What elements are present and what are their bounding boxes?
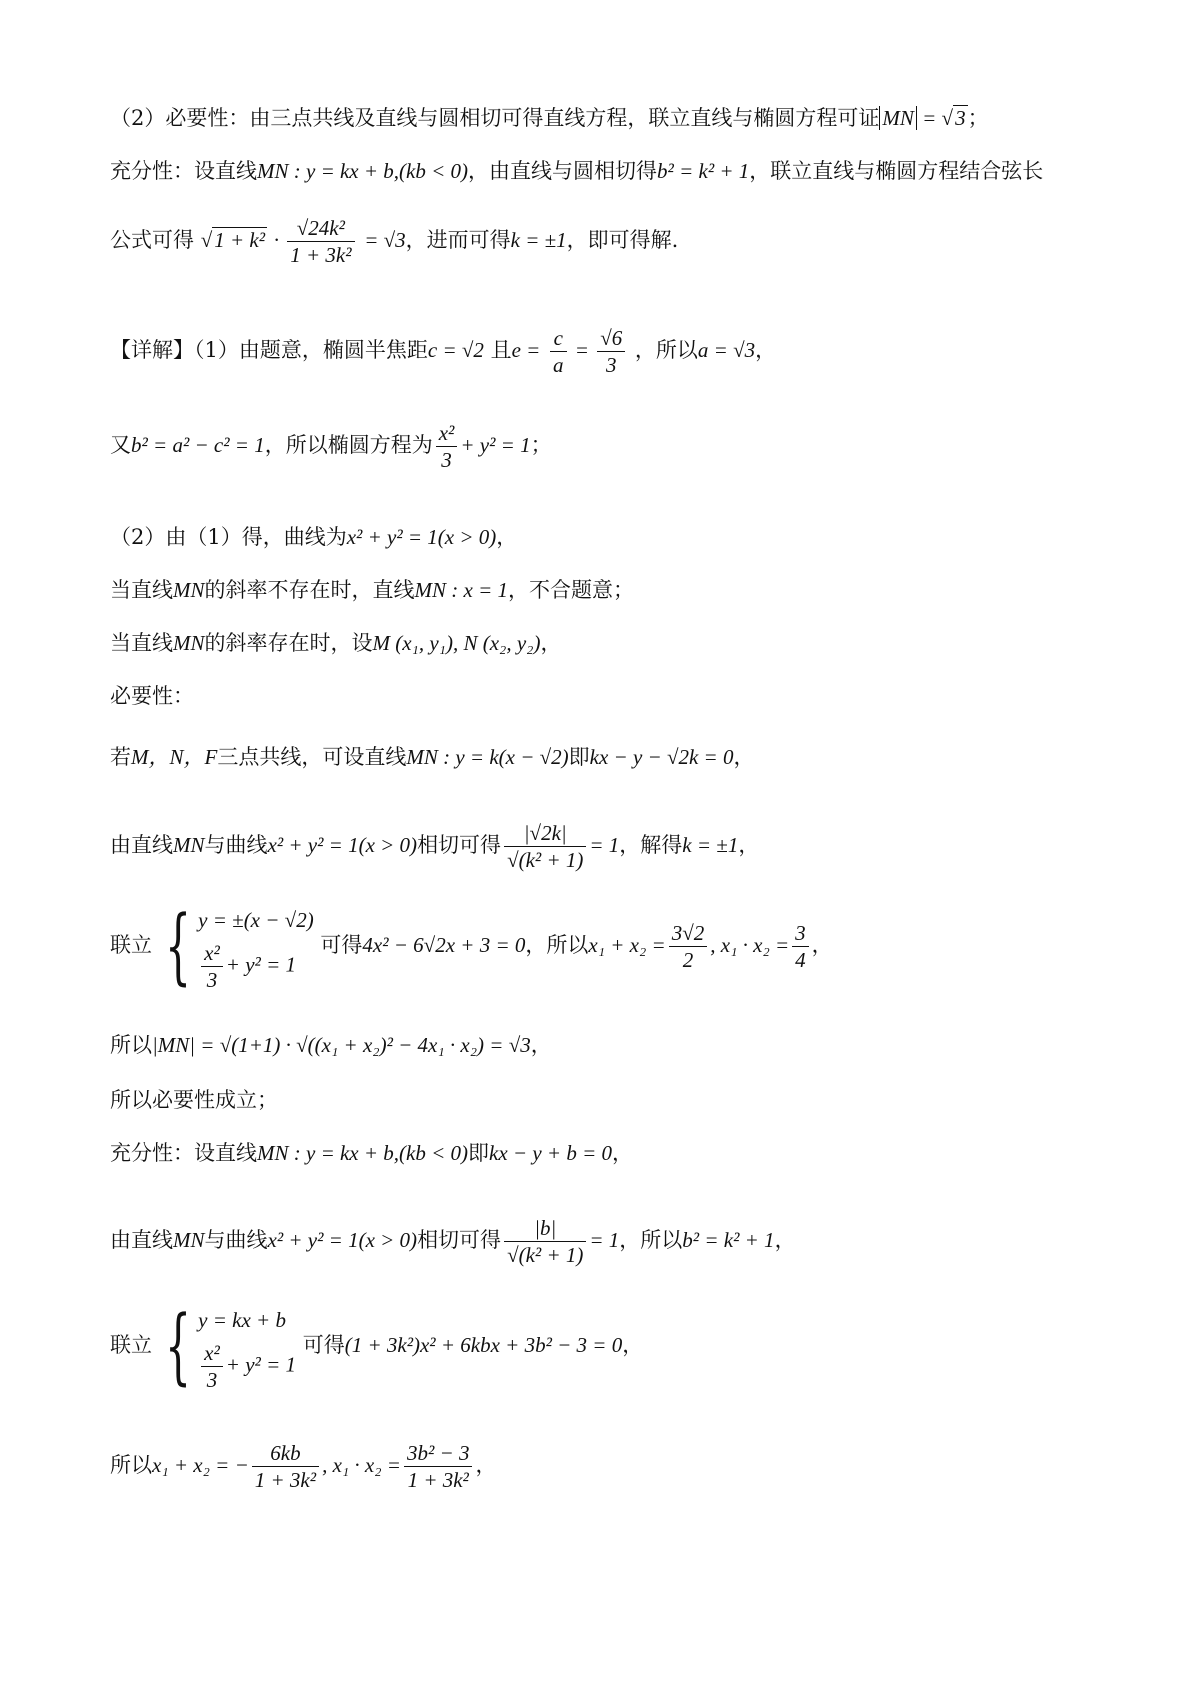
text-run: 由直线 — [110, 833, 173, 857]
math-denominator: 1 + 3k² — [254, 1468, 317, 1492]
math-run: c = √2 — [427, 338, 484, 362]
math-fraction — [550, 325, 567, 378]
math-run: k = ±1 — [682, 833, 739, 857]
math-fraction — [404, 1440, 472, 1493]
text-run: 公式可得 — [110, 228, 194, 252]
math-run: , x₁ · x₂ = — [710, 933, 790, 957]
math-abs-mn: MN — [879, 106, 917, 130]
math-sqrt-radicand: 3 — [955, 106, 966, 130]
system-eq-2 — [198, 940, 314, 993]
math-fraction — [436, 420, 458, 473]
math-run: M (x₁, y₁), N (x₂, y₂) — [372, 631, 541, 655]
text-run: ，即可得解. — [566, 228, 679, 252]
text-run: 若 — [110, 745, 131, 769]
text-run: ，所以 — [619, 1228, 683, 1252]
text-run: 相切可得 — [417, 1228, 502, 1252]
solution-line-3 — [110, 522, 517, 552]
text-run: 所以 — [110, 1453, 152, 1477]
equation-system — [152, 1300, 296, 1393]
solution-line-8 — [110, 820, 759, 873]
text-run: （2）必要性：由三点共线及直线与圆相切可得直线方程，联立直线与椭圆方程可证 — [110, 106, 880, 130]
text-run: ，所以 — [525, 933, 589, 957]
text-run: 且 — [490, 338, 512, 362]
math-run: b² = a² − c² = 1 — [131, 433, 265, 457]
text-run: ， — [540, 631, 562, 655]
solution-line-10 — [110, 1030, 552, 1060]
solution-line-2 — [110, 420, 552, 473]
math-denominator: 2 — [682, 948, 694, 972]
math-numerator: x² — [436, 420, 458, 447]
brace-icon: { — [165, 1298, 192, 1394]
text-run: 即 — [568, 745, 590, 769]
solution-line-9 — [110, 900, 833, 993]
text-run: ； — [530, 433, 552, 457]
math-numerator: c — [550, 325, 567, 352]
math-numerator: 3 — [792, 920, 809, 947]
math-run: a = √3 — [697, 338, 756, 362]
text-run: ， — [774, 1228, 796, 1252]
math-fraction — [504, 820, 586, 873]
text-run: 与曲线 — [204, 1228, 268, 1252]
math-run: e = — [511, 338, 541, 362]
math-run: MN — [173, 631, 205, 655]
solution-line-12 — [110, 1138, 633, 1168]
math-run: x₁ + x₂ = − — [152, 1453, 249, 1477]
system-eq-2 — [198, 1340, 296, 1393]
text-run: 又 — [110, 433, 131, 457]
math-run: = 1 — [589, 833, 620, 857]
solution-line-15 — [110, 1440, 496, 1493]
solution-line-4 — [110, 575, 634, 605]
math-run: M，N，F — [131, 745, 218, 769]
text-run: 相切可得 — [417, 833, 502, 857]
text-run: 必要性： — [110, 684, 194, 708]
math-fraction — [504, 1215, 586, 1268]
text-run: ， — [612, 1141, 634, 1165]
text-run: 【详解】（1）由题意，椭圆半焦距 — [110, 338, 428, 362]
math-run: x² + y² = 1(x > 0) — [267, 833, 418, 857]
math-denominator: √(k² + 1) — [507, 848, 584, 872]
math-run: MN : y = kx + b,(kb < 0) — [257, 159, 469, 183]
math-numerator: 24k² — [308, 216, 345, 240]
text-run: ， — [811, 933, 833, 957]
math-run: x² + y² = 1(x > 0) — [267, 1228, 418, 1252]
math-sqrt-radicand: 1 + k² — [214, 228, 266, 252]
text-run: 充分性：设直线 — [110, 159, 257, 183]
solution-line-13 — [110, 1215, 796, 1268]
system-eq-1: y = kx + b — [198, 1308, 286, 1332]
math-denominator: 3 — [206, 968, 218, 992]
equation-system — [152, 900, 314, 993]
math-denominator: a — [553, 353, 564, 377]
brace-icon: { — [165, 898, 192, 994]
math-run: MN : y = k(x − √2) — [406, 745, 569, 769]
math-run: b² = k² + 1 — [657, 159, 750, 183]
math-denominator: √(k² + 1) — [507, 1243, 584, 1267]
math-fraction — [597, 325, 625, 378]
math-fraction — [792, 920, 809, 973]
text-run: ， — [733, 745, 755, 769]
math-run: MN : x = 1 — [414, 578, 508, 602]
text-run: 联立 — [110, 933, 152, 957]
math-denominator: 1 + 3k² — [290, 243, 352, 267]
text-run: ，进而可得 — [405, 228, 511, 252]
math-run: , x₁ · x₂ = — [322, 1453, 401, 1477]
math-numerator: |b| — [504, 1215, 586, 1242]
math-numerator: 6kb — [252, 1440, 319, 1467]
math-denominator: 4 — [795, 948, 806, 972]
text-run: （2）由（1）得，曲线为 — [110, 525, 347, 549]
text-run: ， — [738, 833, 760, 857]
math-denominator: 3 — [206, 1368, 218, 1392]
math-run: + y² = 1 — [460, 433, 531, 457]
math-run: x² + y² = 1(x > 0) — [346, 525, 497, 549]
math-run: MN — [173, 1228, 205, 1252]
text-run: ，由直线与圆相切得 — [468, 159, 658, 183]
solution-line-5 — [110, 628, 561, 658]
math-run: (1 + 3k²)x² + 6kbx + 3b² − 3 = 0 — [344, 1333, 623, 1357]
math-run: + y² = 1 — [225, 1352, 297, 1377]
text-run: ，不合题意； — [508, 578, 634, 602]
text-run: ，所以椭圆方程为 — [264, 433, 433, 457]
system-eq-1: y = ±(x − √2) — [198, 908, 314, 932]
math-numerator: x² — [201, 940, 223, 967]
math-run: = 1 — [589, 1228, 620, 1252]
text-run: 充分性：设直线 — [110, 1141, 257, 1165]
text-run: ，所以 — [634, 338, 698, 362]
analysis-line-2 — [110, 156, 1043, 186]
math-denominator: 3 — [605, 353, 617, 377]
analysis-line-1: （2）必要性：由三点共线及直线与圆相切可得直线方程，联立直线与椭圆方程可证 MN = √3； — [110, 106, 989, 130]
solution-line-14 — [110, 1300, 643, 1393]
math-fraction: $\frac{\text{√24k²}}{\text{1 + 3k²}}$ — [287, 215, 354, 268]
math-run: + y² = 1 — [225, 952, 297, 977]
text-run: 的斜率存在时，设 — [204, 631, 373, 655]
text-run: ， — [755, 338, 777, 362]
math-eq: = — [916, 106, 942, 130]
text-run: ， — [622, 1333, 644, 1357]
math-fraction — [252, 1440, 319, 1493]
math-denominator: 3 — [441, 448, 452, 472]
solution-line-11 — [110, 1085, 278, 1115]
math-numerator: 3b² − 3 — [404, 1440, 472, 1467]
text-run: ， — [496, 525, 518, 549]
math-run: b² = k² + 1 — [682, 1228, 775, 1252]
text-run: ， — [530, 1033, 552, 1057]
math-numerator: 3√2 — [669, 920, 708, 947]
text-run: 联立 — [110, 1333, 152, 1357]
solution-line-1: 【详解】（1）由题意，椭圆半焦距c = √2 且e = $\frac{c}{a}$ = $\frac{√6}{3}$ ，所以a = √3， — [110, 326, 777, 377]
text-run: 的斜率不存在时，直线 — [204, 578, 415, 602]
math-run: x₁ + x₂ = — [588, 933, 666, 957]
math-run: MN : y = kx + b,(kb < 0) — [257, 1141, 469, 1165]
text-run: 当直线 — [110, 578, 173, 602]
math-numerator: |√2k| — [504, 820, 586, 847]
math-run: k = ±1 — [510, 228, 567, 252]
text-run: 三点共线，可设直线 — [217, 745, 407, 769]
math-run: MN — [173, 578, 205, 602]
math-run: = √3 — [364, 228, 406, 252]
text-run: 即 — [468, 1141, 490, 1165]
solution-line-7 — [110, 742, 754, 772]
analysis-line-3: 公式可得 √1 + k² · $\frac{\text{√24k²}}{\text{1 + 3k²}}$ = √3，进而可得k = ±1，即可得解. — [110, 216, 679, 267]
text-run: 所以 — [110, 1033, 152, 1057]
math-run: |MN| = √(1+1) · √((x₁ + x₂)² − 4x₁ · x₂) = √3 — [152, 1033, 531, 1057]
text-run: 由直线 — [110, 1228, 173, 1252]
text-run: ； — [967, 106, 989, 130]
math-run: 4x² − 6√2x + 3 = 0 — [362, 933, 526, 957]
solution-line-6 — [110, 681, 194, 711]
math-run: kx − y + b = 0 — [489, 1141, 613, 1165]
math-numerator: x² — [201, 1340, 223, 1367]
math-denominator: 1 + 3k² — [407, 1468, 469, 1492]
math-run: kx − y − √2k = 0 — [589, 745, 734, 769]
math-numerator: √6 — [597, 325, 625, 352]
text-run: 可得 — [320, 933, 363, 957]
text-run: ，联立直线与椭圆方程结合弦长 — [749, 159, 1044, 183]
text-run: 所以必要性成立； — [110, 1088, 278, 1112]
math-run: MN — [173, 833, 205, 857]
math-fraction — [669, 920, 708, 973]
text-run: ，解得 — [619, 833, 683, 857]
text-run: 与曲线 — [204, 833, 268, 857]
text-run: ， — [475, 1453, 497, 1477]
text-run: 可得 — [302, 1333, 345, 1357]
text-run: 当直线 — [110, 631, 173, 655]
